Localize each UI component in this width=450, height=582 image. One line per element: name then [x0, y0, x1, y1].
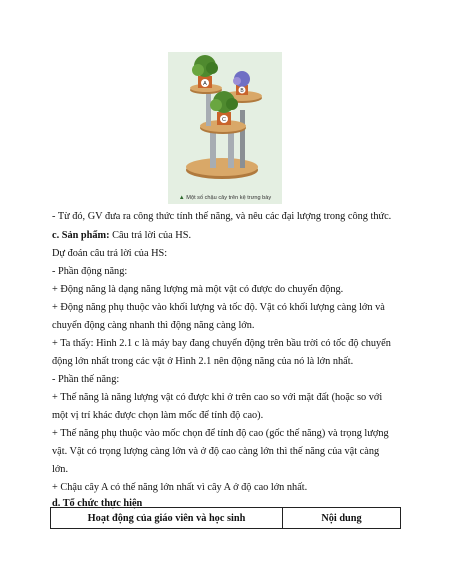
paragraph-line: - Phần thế năng:: [52, 374, 120, 385]
pot-label-c: C: [222, 117, 226, 123]
pot-label-a: A: [203, 81, 207, 87]
section-c-text: Câu trả lời của HS.: [109, 230, 192, 241]
activity-table: [50, 507, 401, 529]
paragraph-line: một vị trí khác được chọn làm mốc để tính độ cao).: [52, 410, 264, 421]
section-c-heading: c. Sản phẩm:: [52, 230, 110, 241]
paragraph-line: động lớn nhất trong các vật ở Hình 2.1 nên động năng của nó là lớn nhất.: [52, 356, 354, 367]
table-header-content: Nội dung: [321, 512, 362, 524]
paragraph-line: - Từ đó, GV đưa ra công thức tính thế năng, và nêu các đại lượng trong công thức.: [52, 211, 392, 222]
table-header-activity: Hoạt động của giáo viên và học sinh: [51, 508, 283, 528]
paragraph-line: + Động năng phụ thuộc vào khối lượng và tốc độ. Vật có khối lượng càng lớn và: [52, 302, 385, 313]
plant-stand-illustration: [168, 52, 282, 192]
paragraph-line: vật. Vật có trọng lượng càng lớn và ở độ cao càng lớn thì thế năng của vật càng: [52, 446, 380, 457]
paragraph-line: Dự đoán câu trả lời của HS:: [52, 248, 168, 259]
paragraph-line: + Thế năng phụ thuộc vào mốc chọn để tính độ cao (gốc thế năng) và trọng lượng: [52, 428, 389, 439]
figure-caption-text: Một số chậu cây trên kệ trưng bày: [186, 195, 272, 201]
paragraph-line: - Phần động năng:: [52, 266, 128, 277]
triangle-icon: ▲: [178, 195, 185, 201]
paragraph-line: + Ta thấy: Hình 2.1 c là máy bay đang chuyển động trên bầu trời có tốc độ chuyển: [52, 338, 391, 349]
paragraph-line: + Thế năng là năng lượng vật có được khi ở trên cao so với mặt đất (hoặc so với: [52, 392, 383, 403]
section-c: [52, 229, 191, 242]
paragraph-line: lớn.: [52, 464, 69, 475]
paragraph-line: + Chậu cây A có thế năng lớn nhất vì cây A ở độ cao lớn nhất.: [52, 482, 308, 493]
paragraph-line: + Động năng là dạng năng lượng mà một vật có được do chuyển động.: [52, 284, 344, 295]
figure-caption: [168, 193, 282, 204]
plant-stand-figure: [168, 52, 282, 204]
paragraph-line: chuyển động càng nhanh thì động năng càng lớn.: [52, 320, 255, 331]
section-d-heading-text: d. Tổ chức thực hiện: [52, 498, 143, 509]
pot-label-b: B: [240, 88, 244, 94]
